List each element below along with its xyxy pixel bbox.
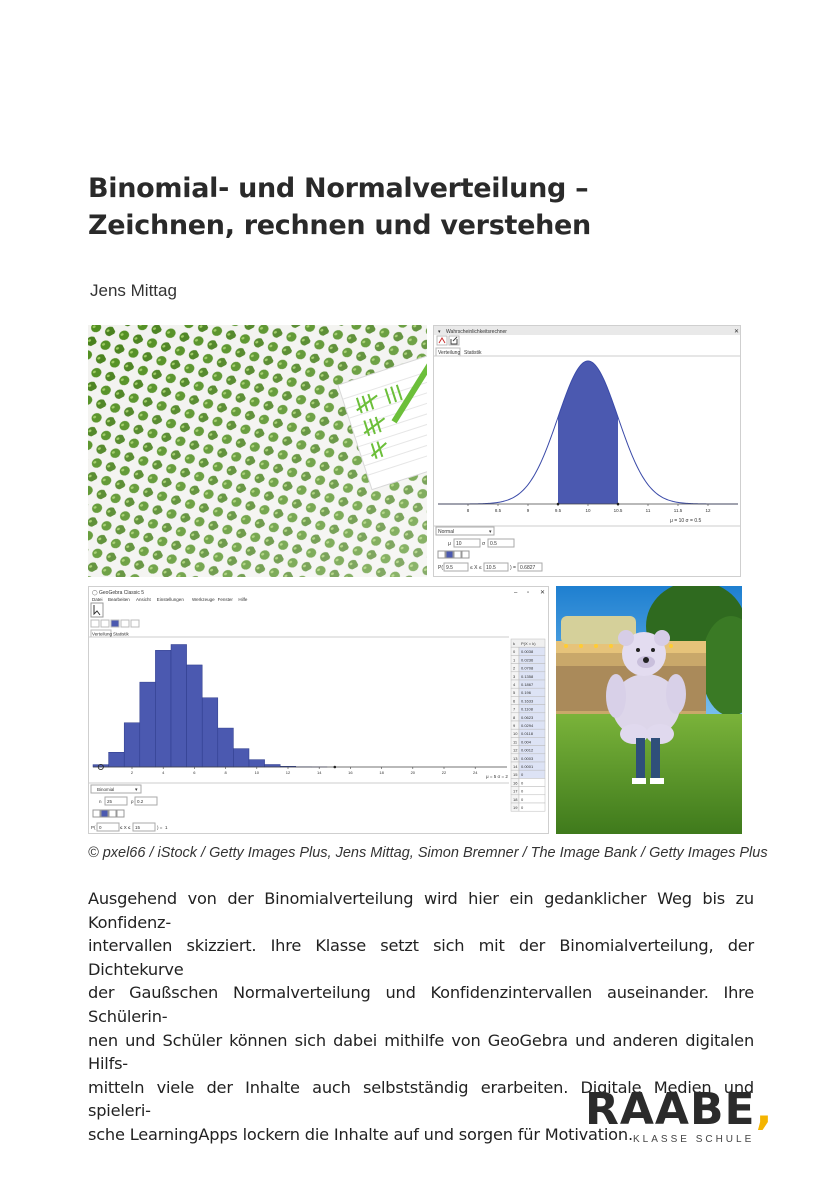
table-cell-k: 18 xyxy=(513,796,518,802)
normal-window-title: Wahrscheinlichkeitsrechner xyxy=(446,329,507,335)
sigma-label: σ xyxy=(482,541,486,547)
menu-item[interactable]: Werkzeuge xyxy=(192,597,215,602)
x-tick-label: 8 xyxy=(466,508,470,513)
histogram-bar xyxy=(109,752,125,767)
binomial-plot xyxy=(93,645,507,776)
peas-illustration xyxy=(88,325,427,577)
histogram-bar xyxy=(124,723,140,767)
description-line: der Gaußschen Normalverteilung und Konfidenzintervallen auseinander. Ihre Schülerin- xyxy=(88,983,754,1026)
menu-item[interactable]: Ansicht xyxy=(136,597,151,602)
x-tick-label: 8 xyxy=(224,770,227,775)
table-cell-prob: 0 xyxy=(521,780,524,786)
normal-plot xyxy=(438,361,738,513)
prob-result-label: ) = xyxy=(510,565,516,571)
mu-label: μ xyxy=(448,541,451,547)
table-cell-prob: 0.1108 xyxy=(521,706,533,712)
image-credits: © pxel66 / iStock / Getty Images Plus, Jens Mittag, Simon Bremner / The Image Bank / Getty Images Plus xyxy=(88,845,768,861)
description-line: mitteln viele der Inhalte auch selbstständig erarbeiten. Digitale Medien und spieleri- xyxy=(88,1077,754,1121)
sigma-value: 0.5 xyxy=(490,541,497,547)
n-value: 25 xyxy=(107,799,113,804)
x-tick-label: 9 xyxy=(526,508,530,513)
binomial-window-title: GeoGebra Classic 5 xyxy=(99,590,145,596)
histogram-bar xyxy=(155,650,171,767)
table-cell-k: 1 xyxy=(513,657,516,663)
style-toolbar[interactable] xyxy=(91,620,139,627)
table-cell-k: 11 xyxy=(513,739,518,745)
tab-statistik[interactable]: Statistik xyxy=(464,350,482,356)
x-tick-label: 22 xyxy=(441,770,447,775)
x-tick-label: 4 xyxy=(162,770,165,775)
histogram-bar xyxy=(187,665,203,767)
menu-item[interactable]: Einstellungen xyxy=(156,597,184,602)
table-cell-prob: 0.196 xyxy=(521,690,532,696)
teddy-illustration xyxy=(556,586,742,834)
description-line: Ausgehend von der Binomialverteilung wird hier ein gedanklicher Weg bis zu Konfidenz- xyxy=(88,889,754,932)
x-tick-label: 16 xyxy=(348,770,353,775)
prob-mid-label: ≤ X ≤ xyxy=(120,825,131,830)
x-tick-label: 8.5 xyxy=(494,508,502,513)
interval-mode-buttons[interactable] xyxy=(93,810,124,817)
table-cell-prob: 0.0001 xyxy=(521,764,534,769)
x-tick-label: 10 xyxy=(254,770,260,775)
table-cell-prob: 0.0708 xyxy=(521,665,534,671)
logo-wordmark: RAABE xyxy=(585,1084,756,1135)
peas-photo xyxy=(88,325,427,577)
move-tool-button[interactable] xyxy=(91,603,103,617)
logo-comma: , xyxy=(755,1084,774,1135)
close-icon[interactable]: ✕ xyxy=(734,329,740,335)
p-value: 0.2 xyxy=(137,799,144,804)
prob-to-value: 10.5 xyxy=(486,565,496,571)
table-cell-k: 2 xyxy=(513,665,516,671)
table-cell-k: 5 xyxy=(513,690,516,696)
histogram-bar xyxy=(202,698,218,767)
distribution-select-value: Normal xyxy=(438,529,455,535)
menu-bar xyxy=(92,597,248,602)
x-tick-label: 10 xyxy=(585,508,591,513)
p-label: p xyxy=(131,799,134,804)
prob-mid-label: ≤ X ≤ xyxy=(470,565,482,571)
histogram-bar xyxy=(171,645,187,768)
binomial-distribution-screenshot xyxy=(88,586,549,834)
interval-endpoint xyxy=(617,503,620,506)
table-cell-k: 0 xyxy=(513,649,516,655)
normal-distribution-screenshot xyxy=(433,325,741,577)
prob-result-value: 1 xyxy=(165,825,168,830)
table-cell-k: 12 xyxy=(513,747,518,753)
table-cell-k: 9 xyxy=(513,723,516,728)
prob-label: P( xyxy=(91,825,96,830)
mu-value: 10 xyxy=(456,541,462,547)
prob-result-label: ) = xyxy=(157,825,163,830)
menu-item[interactable]: Fenster xyxy=(217,597,233,602)
table-cell-k: 10 xyxy=(513,731,518,737)
table-cell-prob: 0.0294 xyxy=(521,723,534,728)
x-tick-label: 11.5 xyxy=(673,508,683,513)
maximize-icon[interactable]: ▫ xyxy=(527,590,530,596)
x-tick-label: 6 xyxy=(193,770,196,775)
table-cell-prob: 0 xyxy=(521,788,524,794)
title-line-1: Binomial- und Normalverteilung – xyxy=(88,173,589,204)
menu-item[interactable]: Datei xyxy=(92,597,103,602)
prob-from-value: 9.5 xyxy=(446,565,453,571)
interval-mode-buttons[interactable] xyxy=(438,551,469,558)
x-tick-label: 11 xyxy=(645,508,651,513)
shaded-probability-area xyxy=(558,361,618,504)
histogram-bar xyxy=(233,749,249,767)
table-cell-prob: 0.0003 xyxy=(521,755,534,761)
histogram-bar xyxy=(249,760,265,767)
tab-verteilung-label: Verteilung xyxy=(438,350,461,356)
distribution-select-value: Binomial xyxy=(97,787,115,792)
tab-verteilung-label: Verteilung xyxy=(92,631,113,637)
probability-table xyxy=(511,639,545,811)
x-tick-label: 14 xyxy=(316,770,322,775)
table-cell-k: 3 xyxy=(513,673,516,679)
x-tick-label: 12 xyxy=(285,770,291,775)
n-label: n xyxy=(99,799,102,804)
tab-statistik[interactable]: Statistik xyxy=(113,631,129,637)
x-tick-label: 20 xyxy=(410,770,416,775)
histogram-bar xyxy=(218,728,234,767)
prob-label: P( xyxy=(438,565,443,571)
prob-result-value: 0.6827 xyxy=(520,565,536,571)
table-cell-k: 13 xyxy=(513,755,518,761)
chevron-down-icon: ▾ xyxy=(489,529,492,535)
x-tick-label: 24 xyxy=(472,770,478,775)
interval-end-handle[interactable] xyxy=(334,766,337,769)
table-cell-k: 6 xyxy=(513,698,516,704)
menu-item[interactable]: Bearbeiten xyxy=(108,597,130,602)
table-cell-prob: 0.1358 xyxy=(521,673,534,679)
binomial-geogebra xyxy=(89,587,549,834)
minimize-icon[interactable]: – xyxy=(514,590,518,596)
normal-calculator xyxy=(434,326,741,577)
description-line: sche LearningApps lockern die Inhalte auf und sorgen für Motivation. xyxy=(88,1124,633,1144)
description-line: intervallen skizziert. Ihre Klasse setzt sich mit der Binomialverteilung, der Dichtekurve xyxy=(88,936,754,979)
normal-params-readout: μ = 10 σ = 0.5 xyxy=(670,518,702,524)
table-cell-prob: 0.0118 xyxy=(521,731,533,737)
close-icon[interactable]: ✕ xyxy=(540,590,546,596)
table-cell-k: 17 xyxy=(513,788,518,794)
table-cell-prob: 0.0038 xyxy=(521,649,534,655)
table-cell-prob: 0.0623 xyxy=(521,714,534,720)
author: Jens Mittag xyxy=(90,281,177,300)
table-cell-prob: 0.1867 xyxy=(521,682,534,687)
table-header-prob: P(X = k) xyxy=(521,641,536,646)
table-cell-k: 8 xyxy=(513,714,516,720)
description-line: nen und Schüler können sich dabei mithilfe von GeoGebra und anderen digitalen Hilfs- xyxy=(88,1030,754,1074)
chevron-down-icon: ▾ xyxy=(135,787,138,793)
geogebra-logo-icon: ◯ xyxy=(92,590,98,596)
table-cell-prob: 0.1633 xyxy=(521,698,534,704)
table-cell-prob: 0.004 xyxy=(521,739,532,745)
logo-tagline: KLASSE SCHULE xyxy=(633,1134,755,1145)
x-tick-label: 18 xyxy=(379,770,384,775)
x-tick-label: 10.5 xyxy=(613,508,623,513)
table-cell-k: 14 xyxy=(513,764,518,769)
title-line-2: Zeichnen, rechnen und verstehen xyxy=(88,210,591,241)
menu-item[interactable]: Hilfe xyxy=(238,597,248,602)
x-tick-label: 12 xyxy=(705,508,711,513)
table-cell-k: 19 xyxy=(513,805,518,810)
table-cell-prob: 0 xyxy=(521,805,524,810)
teddy-bear-photo xyxy=(556,586,742,834)
page-title xyxy=(88,170,591,244)
prob-from-value: 0 xyxy=(99,825,102,830)
histogram-bar xyxy=(140,682,156,767)
x-tick-label: 9.5 xyxy=(554,508,562,513)
table-cell-k: 7 xyxy=(513,706,516,712)
interval-endpoint xyxy=(557,503,560,506)
table-cell-k: 4 xyxy=(513,682,516,687)
table-header-k: k xyxy=(513,641,515,646)
table-cell-prob: 0.0012 xyxy=(521,747,534,753)
x-tick-label: 2 xyxy=(130,770,134,775)
binomial-params-readout: μ = 5 σ = 2 xyxy=(486,774,508,779)
table-cell-prob: 0.0236 xyxy=(521,657,534,663)
table-cell-prob: 0 xyxy=(521,796,524,802)
table-cell-k: 15 xyxy=(513,772,518,778)
prob-to-value: 15 xyxy=(135,825,141,830)
raabe-logo xyxy=(585,1084,774,1145)
window-menu-icon: ▾ xyxy=(438,329,441,335)
table-cell-prob: 0 xyxy=(521,772,524,778)
table-cell-k: 16 xyxy=(513,780,518,786)
